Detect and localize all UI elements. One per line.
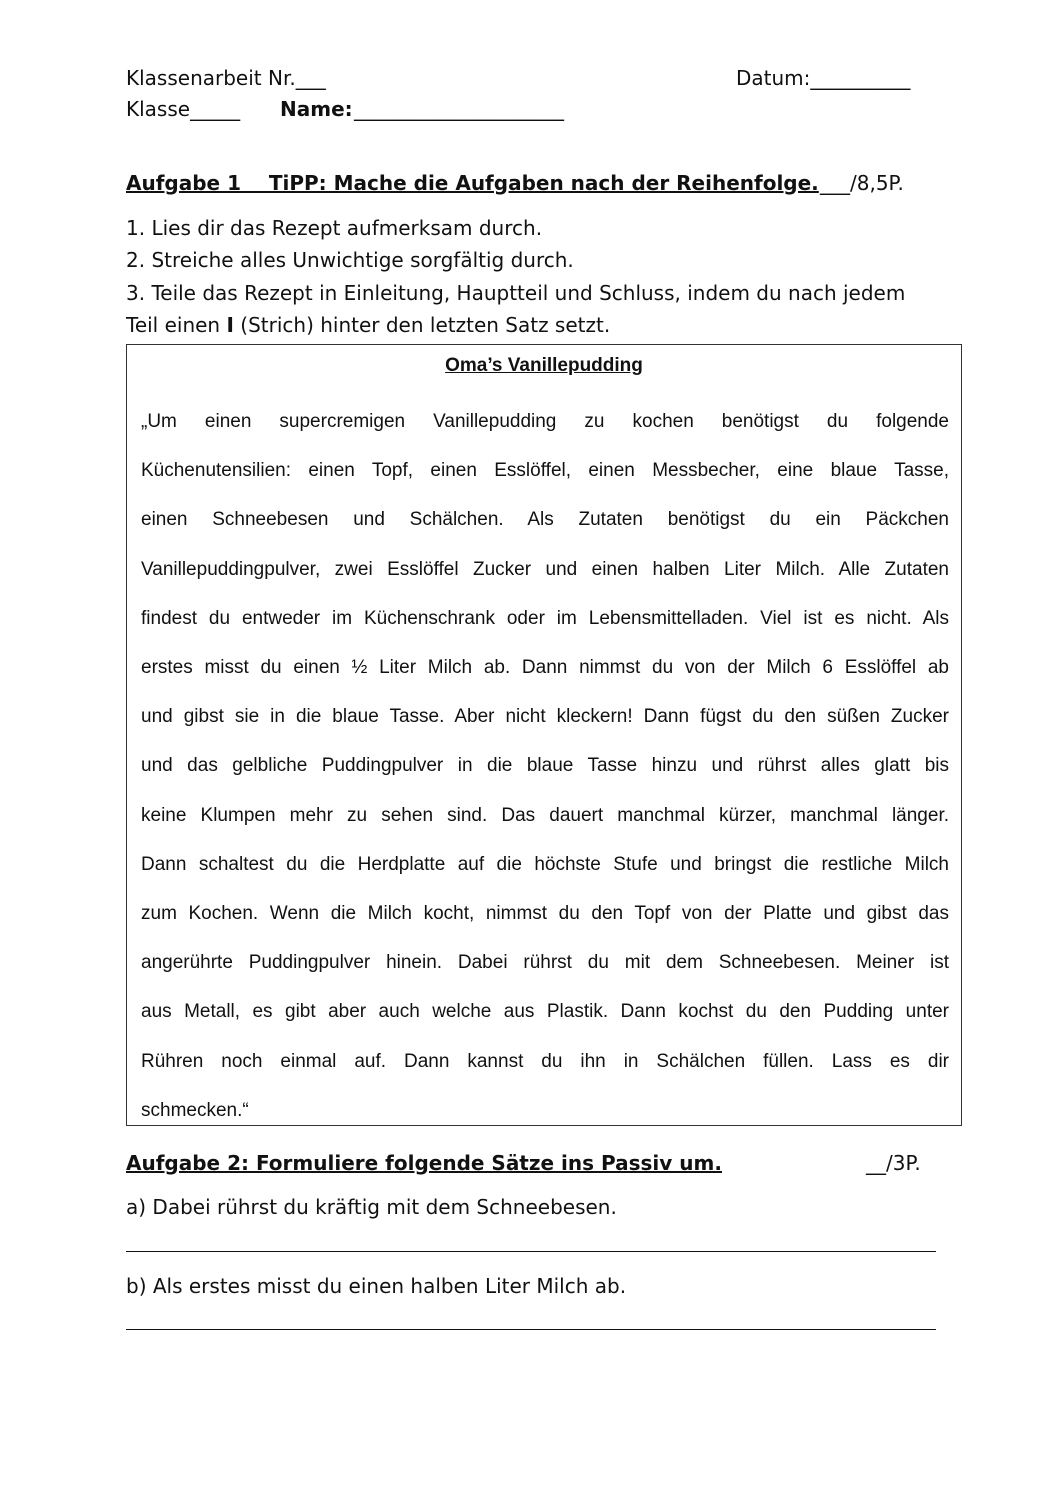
task1-step-3: 3. Teile das Rezept in Einleitung, Hauptteil und Schluss, indem du nach jedem (126, 281, 906, 305)
recipe-line: keine Klumpen mehr zu sehen sind. Das dauert manchmal kürzer, manchmal länger. (141, 804, 949, 826)
recipe-line: „Um einen supercremigen Vanillepudding zu kochen benötigst du folgende (141, 411, 949, 432)
recipe-line: erstes misst du einen ½ Liter Milch ab. Dann nimmst du von der Milch 6 Esslöffel ab (141, 657, 949, 679)
task1-step-1: 1. Lies dir das Rezept aufmerksam durch. (126, 216, 543, 240)
recipe-line: aus Metall, es gibt aber auch welche aus Plastik. Dann kochst du den Pudding unter (141, 1001, 949, 1023)
task1-points: ___/8,5P. (820, 171, 904, 195)
recipe-box (126, 344, 962, 1126)
task2-sentence-a: a) Dabei rührst du kräftig mit dem Schneebesen. (126, 1195, 617, 1219)
recipe-line: Küchenutensilien: einen Topf, einen Esslöffel, einen Messbecher, eine blaue Tasse, (141, 460, 949, 482)
recipe-title: Oma’s Vanillepudding (445, 355, 643, 376)
name-label: Name: (280, 97, 353, 121)
task2-sentence-b: b) Als erstes misst du einen halben Liter Milch ab. (126, 1274, 627, 1298)
task2-points: __/3P. (866, 1151, 921, 1175)
name-blank: _____________________ (354, 97, 564, 121)
answer-line-a[interactable] (126, 1251, 936, 1252)
answer-line-b[interactable] (126, 1329, 936, 1330)
step3-text-post: (Strich) hinter den letzten Satz setzt. (233, 313, 611, 337)
recipe-line: Vanillepuddingpulver, zwei Esslöffel Zucker und einen halben Liter Milch. Alle Zutaten (141, 558, 949, 580)
task1-step-2: 2. Streiche alles Unwichtige sorgfältig durch. (126, 248, 574, 272)
recipe-line: und gibst sie in die blaue Tasse. Aber nicht kleckern! Dann fügst du den süßen Zucker (141, 706, 949, 728)
klassenarbeit-number-label: Klassenarbeit Nr.___ (126, 66, 326, 90)
stroke-symbol: I (226, 313, 234, 337)
task2-title: Aufgabe 2: Formuliere folgende Sätze ins Passiv um. (126, 1151, 722, 1175)
task1-step-3-continued (126, 313, 610, 337)
recipe-text (141, 397, 949, 1135)
recipe-line: schmecken.“ (141, 1099, 249, 1121)
recipe-line: angerührte Puddingpulver hinein. Dabei rührst du mit dem Schneebesen. Meiner ist (141, 952, 949, 974)
recipe-line: findest du entweder im Küchenschrank oder im Lebensmittelladen. Viel ist es nicht. Als (141, 607, 949, 629)
recipe-line: Dann schaltest du die Herdplatte auf die höchste Stufe und bringst die restliche Milch (141, 853, 949, 875)
class-label: Klasse_____ (126, 97, 241, 121)
date-label: Datum:__________ (736, 66, 911, 90)
recipe-line: Rühren noch einmal auf. Dann kannst du ihn in Schälchen füllen. Lass es dir (141, 1050, 949, 1072)
recipe-line: einen Schneebesen und Schälchen. Als Zutaten benötigst du ein Päckchen (141, 509, 949, 531)
recipe-line: und das gelbliche Puddingpulver in die blaue Tasse hinzu und rührst alles glatt bis (141, 755, 949, 777)
step3-text-pre: Teil einen (126, 313, 227, 337)
task1-title: Aufgabe 1 TiPP: Mache die Aufgaben nach der Reihenfolge. (126, 171, 819, 195)
recipe-line: zum Kochen. Wenn die Milch kocht, nimmst du den Topf von der Platte und gibst das (141, 903, 949, 925)
